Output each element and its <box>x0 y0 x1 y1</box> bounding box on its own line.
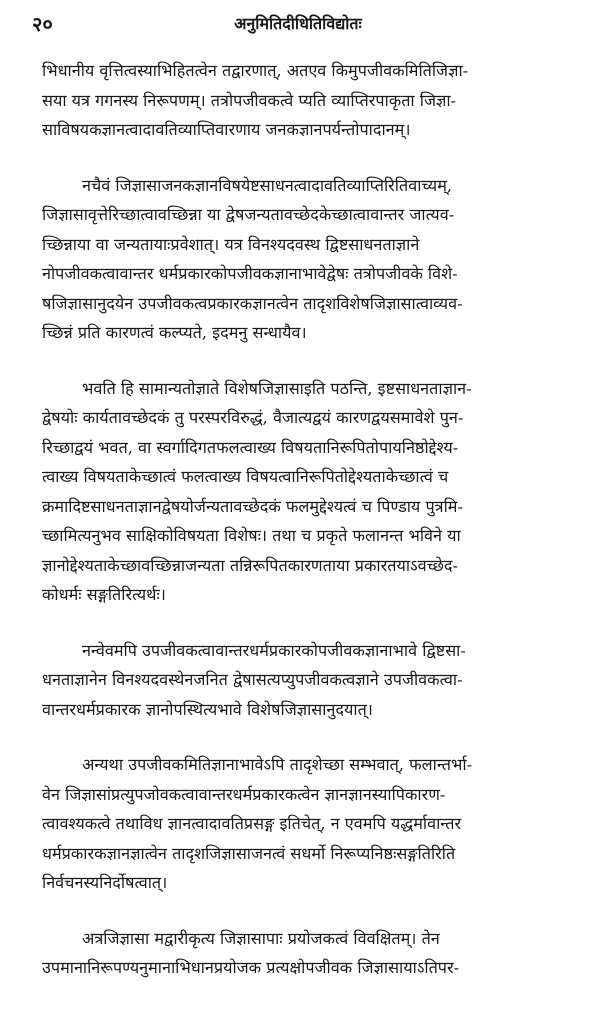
text-line: च्छिन्नं प्रति कारणत्वं कल्प्यते, इदमनु सन्धायैव। <box>42 323 307 342</box>
body-text <box>42 56 572 1009</box>
paragraph <box>42 636 572 725</box>
text-line: भिधानीय वृत्तित्वस्याभिहितत्वेन तद्वारणात्, अतएव किमुपजीवकमितिजिज्ञा- <box>42 61 469 80</box>
text-line: जिज्ञासावृत्तेरिच्छात्वावच्छिन्ना या द्वेषजन्यतावच्छेदकेच्छात्वावान्तर जात्यव- <box>42 205 455 224</box>
paragraph <box>42 171 572 348</box>
text-line: रिच्छाद्वयं भवत, वा स्वर्गादिगतफलत्वाख्य विषयतानिरूपितोपायनिष्ठोद्देश्य- <box>42 437 459 457</box>
paragraph <box>42 750 572 898</box>
text-line: च्छामित्यनुभव साक्षिकोविषयता विशेषः। तथा च प्रकृते फलानन्त भविने या <box>42 526 461 545</box>
text-line: त्वावश्यकत्वे तथाविध ज्ञानत्वादावतिप्रसङ्ग इतिचेत्, न एवमपि यद्धर्मावान्तर <box>42 814 462 833</box>
text-line: धनताज्ञानेन विनश्यदवस्थेनजनित द्वेषासत्यप्युपजीवकत्वज्ञाने उपजीवकत्वा- <box>42 670 463 689</box>
page-header <box>18 10 578 38</box>
text-line: षजिज्ञासानुदयेन उपजीवकत्वप्रकारकज्ञानत्वेन तादृशविशेषजिज्ञासात्वाव्यव- <box>42 293 463 313</box>
paragraph <box>42 924 572 983</box>
text-line: सया यत्र गगनस्य निरूपणम्। तत्रोपजीवकत्वे प्यति व्याप्तिरपाकृता जिज्ञा- <box>42 90 457 110</box>
text-line: नोपजीवकत्वावान्तर धर्मप्रकारकोपजीवकज्ञानाभावेद्वेषः तत्रोपजीवके विशे- <box>42 264 458 283</box>
text-line: धर्मप्रकारकज्ञानज्ञात्वेन तादृशजिज्ञासाजनत्वं सधर्मो निरूप्यनिष्ठःसङ्गतिरिति <box>42 843 456 863</box>
text-line: अन्यथा उपजीवकमितिज्ञानाभावेऽपि तादृशेच्छा सम्भवात्, फलान्तर्भा- <box>82 755 473 774</box>
text-line: अत्रजिज्ञासा मद्वारीकृत्य जिज्ञासापाः प्रयोजकत्वं विवक्षितम्। तेन <box>82 928 440 948</box>
text-line: नन्वेवमपि उपजीवकत्वावान्तरधर्मप्रकारकोपजीवकज्ञानाभावे द्विष्टसा- <box>82 640 466 660</box>
text-line: नचैवं जिज्ञासाजनकज्ञानविषयेष्टसाधनत्वादावतिव्याप्तिरितिवाच्यम्, <box>82 175 453 195</box>
text-line: वेन जिज्ञासांप्रत्युपजोवकत्वावान्तरधर्मप्रकारकत्वेन ज्ञानज्ञानस्यापिकारण- <box>42 784 446 804</box>
text-line: साविषयकज्ञानत्वादावतिव्याप्तिवारणाय जनकज्ञानपर्यन्तोपादानम्। <box>42 120 411 139</box>
text-line: भवति हि सामान्यतोज्ञाते विशेषजिज्ञासाइति पठन्ति, इष्टसाधनताज्ञान- <box>82 378 472 398</box>
text-line: च्छिन्नाया वा जन्यतायाःप्रवेशात्। यत्र विनश्यदवस्थ द्विष्टसाधनताज्ञाने <box>42 234 420 254</box>
text-line: कोधर्मः सङ्गतिरित्यर्थः। <box>42 585 166 604</box>
text-line: वान्तरधर्मप्रकारक ज्ञानोपस्थित्यभावे विशेषजिज्ञासानुदयात्। <box>42 699 373 719</box>
text-line: क्रमादिष्टसाधनताज्ञानद्वेषयोर्जन्यतावच्छेदकं फलमुद्देश्यत्वं च पिण्डाय पुत्रमि- <box>42 496 463 516</box>
running-title: अनुमितिदीधितिविद्योतः <box>234 14 362 33</box>
paragraph <box>42 374 572 610</box>
text-line: त्वाख्य विषयताकेच्छात्वं फलत्वाख्य विषयत्वानिरूपितोद्देश्यताकेच्छात्वं च <box>42 467 449 486</box>
text-line: निर्वचनस्यनिर्दोषत्वात्। <box>42 873 168 892</box>
text-line: उपमानानिरूपण्यनुमानाभिधानप्रयोजक प्रत्यक्षोपजीवक जिज्ञासायाऽतिपर- <box>42 958 460 977</box>
text-line: द्वेषयोः कार्यतावच्छेदकं तु परस्परविरुद्धं, वैजात्यद्वयं कारणद्वयसमावेशे पुन- <box>42 408 464 427</box>
page-number: २० <box>32 12 53 36</box>
text-line: ज्ञानोद्देश्यताकेच्छावच्छिन्नाजन्यता तन्निरूपितकारणताया प्रकारतयाऽवच्छेद- <box>42 555 458 575</box>
paragraph <box>42 56 572 145</box>
